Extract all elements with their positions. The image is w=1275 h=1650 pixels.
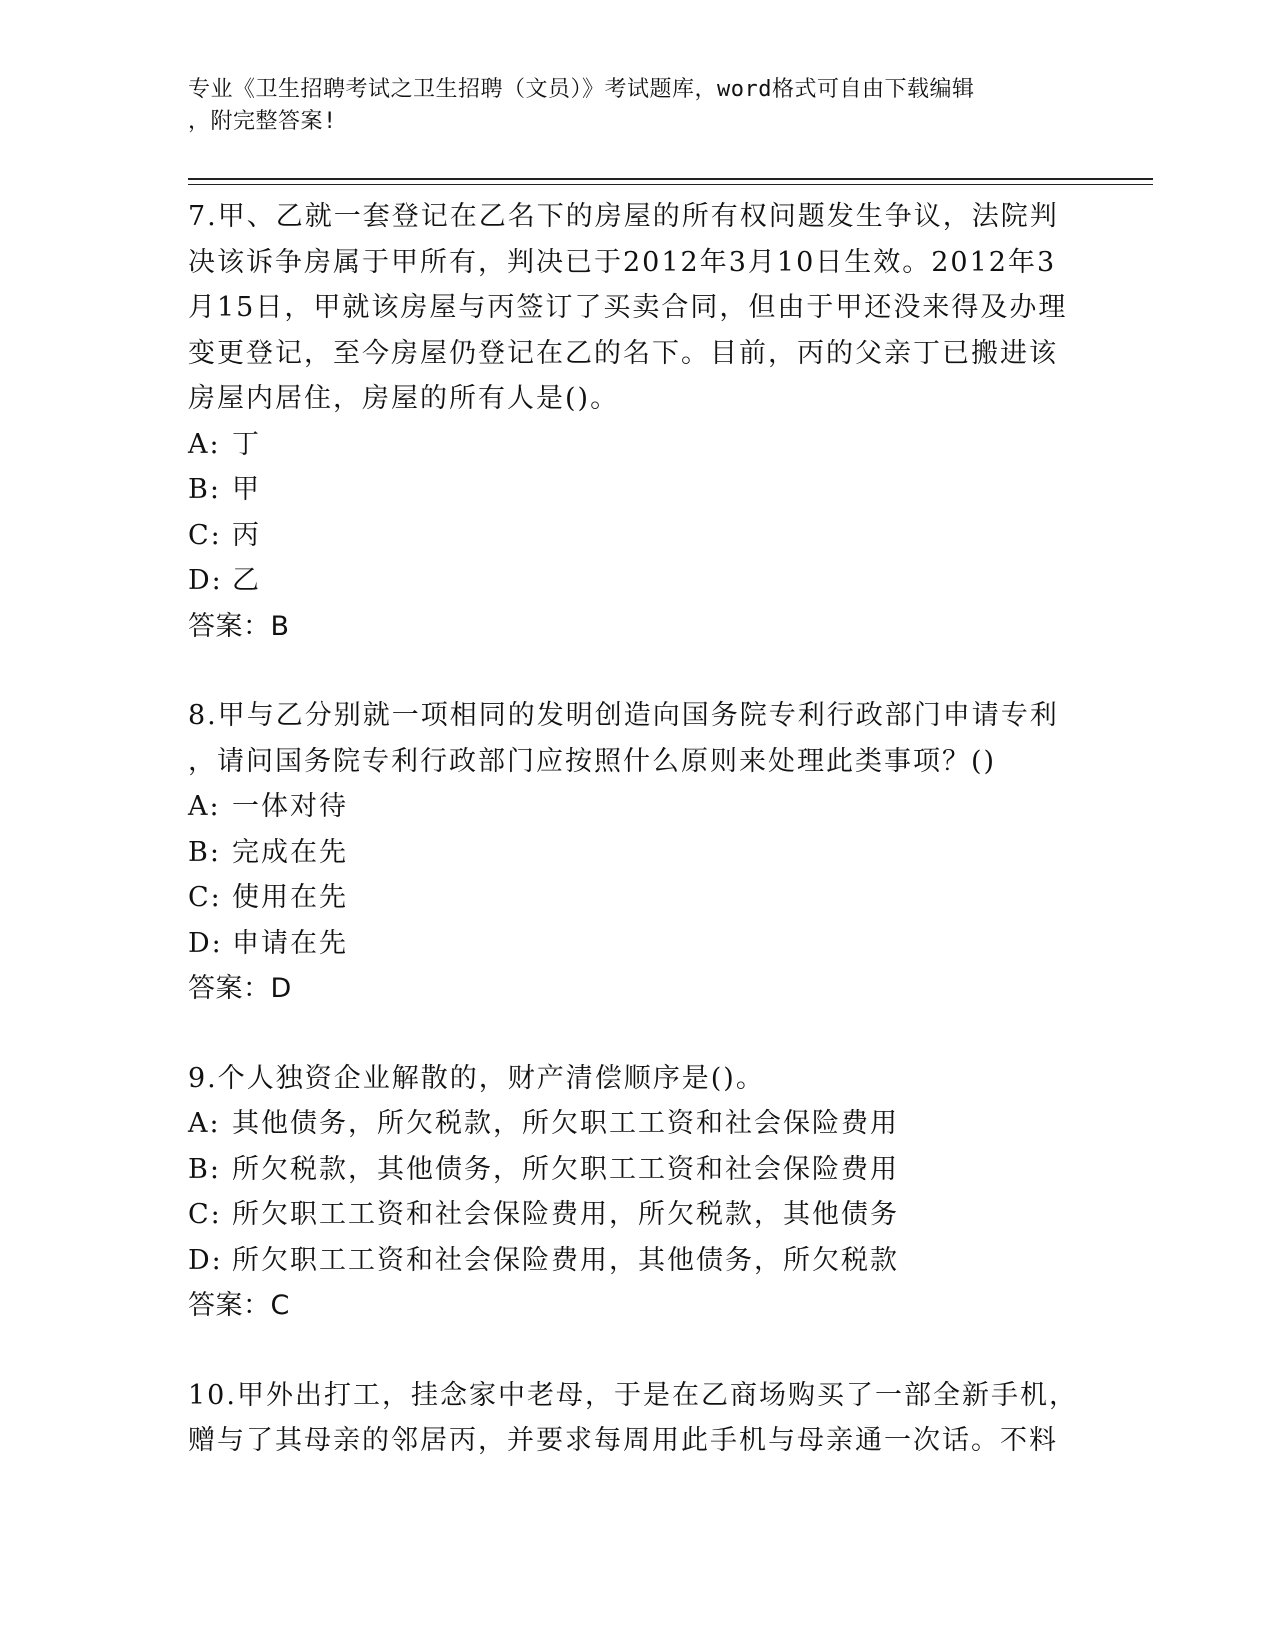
option-letter: B:	[188, 836, 221, 868]
question-9-option-d	[188, 1238, 1088, 1284]
option-text: 丁	[232, 428, 261, 460]
header-line-1: 专业《卫生招聘考试之卫生招聘（文员）》考试题库，word格式可自由下载编辑	[188, 77, 975, 102]
question-8-answer: 答案：D	[188, 973, 292, 1004]
question-8-text	[188, 691, 1088, 784]
question-8	[188, 691, 1088, 1012]
question-10-text	[188, 1371, 1088, 1464]
option-letter: D:	[188, 927, 223, 959]
option-letter: C:	[188, 1199, 222, 1230]
question-8-line: 8.甲与乙分别就一项相同的发明创造向国务院专利行政部门申请专利	[188, 700, 1059, 731]
question-7-line: 月15日，甲就该房屋与丙签订了买卖合同，但由于甲还没来得及办理	[188, 292, 1068, 323]
question-9-answer: 答案：C	[188, 1290, 290, 1321]
question-10-line: 10.甲外出打工，挂念家中老母，于是在乙商场购买了一部全新手机，	[188, 1379, 1078, 1411]
option-text: 一体对待	[232, 791, 348, 822]
header-rule-thick	[188, 178, 1153, 180]
question-7	[188, 192, 1088, 649]
question-8-line: ，请问国务院专利行政部门应按照什么原则来处理此类事项？()	[188, 745, 997, 777]
question-7-line: 变更登记，至今房屋仍登记在乙的名下。目前，丙的父亲丁已搬进该	[188, 337, 1058, 369]
question-7-option-a	[188, 422, 1088, 468]
option-text: 乙	[232, 565, 261, 596]
question-7-answer: 答案：B	[188, 610, 290, 642]
option-letter: A:	[188, 428, 221, 460]
question-8-option-c	[188, 875, 1088, 921]
option-letter: D:	[188, 565, 223, 596]
question-7-option-d	[188, 558, 1088, 604]
header-rule-thin	[188, 184, 1153, 185]
question-9	[188, 1054, 1088, 1329]
option-letter: B:	[188, 474, 221, 505]
question-8-option-a	[188, 784, 1088, 830]
question-7-text	[188, 192, 1088, 422]
option-letter: C:	[188, 519, 222, 551]
question-7-option-c	[188, 513, 1088, 559]
question-10-line: 赠与了其母亲的邻居丙，并要求每周用此手机与母亲通一次话。不料	[188, 1425, 1058, 1456]
option-text: 申请在先	[232, 927, 348, 959]
option-letter: D:	[188, 1244, 223, 1276]
option-text: 所欠职工工资和社会保险费用，其他债务，所欠税款	[232, 1244, 899, 1276]
header-line-2: ，附完整答案!	[188, 109, 337, 134]
question-9-option-a	[188, 1101, 1088, 1147]
question-9-option-b	[188, 1147, 1088, 1193]
question-list	[188, 192, 1088, 1464]
document-header	[188, 74, 1068, 138]
option-text: 所欠职工工资和社会保险费用，所欠税款，其他债务	[232, 1199, 899, 1230]
question-7-line: 房屋内居住，房屋的所有人是()。	[188, 383, 620, 414]
question-8-option-d	[188, 921, 1088, 967]
question-8-option-b	[188, 830, 1088, 876]
option-letter: B:	[188, 1153, 221, 1185]
option-text: 其他债务，所欠税款，所欠职工工资和社会保险费用	[232, 1108, 899, 1139]
option-letter: A:	[188, 1108, 221, 1139]
question-7-line: 7.甲、乙就一套登记在乙名下的房屋的所有权问题发生争议，法院判	[188, 201, 1059, 232]
option-text: 甲	[232, 474, 261, 505]
spacer	[188, 1329, 1088, 1371]
option-text: 所欠税款，其他债务，所欠职工工资和社会保险费用	[232, 1153, 899, 1185]
spacer	[188, 1012, 1088, 1054]
question-10	[188, 1371, 1088, 1464]
option-text: 丙	[232, 519, 261, 551]
question-9-option-c	[188, 1192, 1088, 1238]
option-letter: A:	[188, 791, 221, 822]
question-9-line: 9.个人独资企业解散的，财产清偿顺序是()。	[188, 1062, 765, 1094]
question-7-option-b	[188, 467, 1088, 513]
spacer	[188, 649, 1088, 691]
question-9-text	[188, 1054, 1088, 1102]
option-text: 完成在先	[232, 836, 348, 868]
question-7-line: 决该诉争房属于甲所有，判决已于2012年3月10日生效。2012年3	[188, 246, 1057, 278]
option-text: 使用在先	[232, 882, 348, 913]
option-letter: C:	[188, 882, 222, 913]
